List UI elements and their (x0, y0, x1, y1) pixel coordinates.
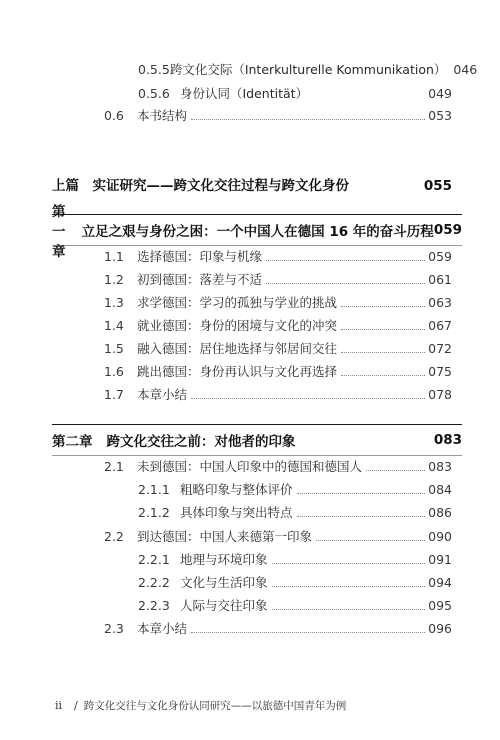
leader-dots (341, 351, 425, 353)
leader-dots (297, 515, 426, 517)
page-number: 059 (428, 249, 452, 264)
toc-entry[interactable] (104, 362, 452, 382)
toc-entry[interactable] (104, 270, 452, 290)
section-number: 2.1.1 (138, 482, 170, 497)
leader-dots (312, 97, 425, 98)
section-number: 1.1 (104, 249, 124, 264)
toc-entry[interactable] (104, 316, 452, 336)
page-number: 053 (428, 108, 452, 123)
page-footer (55, 698, 346, 713)
leader-dots (191, 631, 425, 633)
leader-dots (316, 539, 425, 541)
chapter-page-number: 083 (433, 432, 462, 448)
folio: ii (55, 699, 63, 712)
section-number: 0.5.6 (138, 86, 170, 101)
section-number: 2.2.1 (138, 552, 170, 567)
page-number: 049 (428, 86, 452, 101)
section-title: 本章小结 (137, 387, 188, 402)
section-number: 1.3 (104, 295, 124, 310)
section-title: 跳出德国：身份再认识与文化再选择 (137, 364, 338, 379)
leader-dots (191, 118, 425, 120)
page-number: 094 (428, 575, 452, 590)
section-number: 0.5.5 (138, 62, 170, 77)
leader-dots (272, 585, 426, 587)
part-heading[interactable] (52, 170, 452, 194)
section-number: 2.1.2 (138, 505, 170, 520)
section-number: 1.7 (104, 387, 124, 402)
page-number: 075 (428, 364, 452, 379)
section-number: 2.2 (104, 529, 124, 544)
footer-separator: / (74, 699, 78, 712)
page-number: 072 (428, 341, 452, 356)
section-title: 选择德国：印象与机缘 (137, 249, 263, 264)
section-number: 2.2.2 (138, 575, 170, 590)
section-title: 融入德国：居住地选择与邻居间交往 (137, 341, 338, 356)
section-title: 初到德国：落差与不适 (137, 272, 263, 287)
leader-dots (272, 608, 426, 610)
toc-entry[interactable] (104, 619, 452, 639)
leader-dots (297, 492, 426, 494)
section-title: 本章小结 (137, 621, 188, 636)
toc-entry[interactable] (104, 106, 452, 126)
leader-dots (272, 562, 426, 564)
leader-dots (266, 282, 425, 284)
section-number: 2.2.3 (138, 598, 170, 613)
leader-dots (191, 397, 425, 399)
section-number: 1.6 (104, 364, 124, 379)
section-number: 2.1 (104, 459, 124, 474)
section-number: 1.5 (104, 341, 124, 356)
chapter-label: 第一章 (52, 204, 66, 260)
page-number: 095 (428, 598, 452, 613)
chapter-page-number: 059 (433, 222, 462, 238)
chapter-label: 第二章 (52, 434, 93, 450)
leader-dots (266, 259, 425, 261)
section-title: 本书结构 (137, 108, 188, 123)
toc-entry[interactable] (138, 503, 452, 523)
section-number: 1.4 (104, 318, 124, 333)
toc-entry[interactable] (138, 84, 452, 104)
section-title: 文化与生活印象 (180, 575, 268, 590)
section-title: 具体印象与突出特点 (180, 505, 293, 520)
section-number: 1.2 (104, 272, 124, 287)
running-title: 跨文化交往与文化身份认同研究——以旅德中国青年为例 (83, 700, 347, 712)
section-title: 粗略印象与整体评价 (180, 482, 293, 497)
section-title: 身份认同（Identität） (180, 86, 309, 101)
part-page-number: 055 (423, 178, 452, 194)
toc-entry[interactable] (138, 573, 452, 593)
toc-entry[interactable] (104, 385, 452, 405)
section-title: 地理与环境印象 (180, 552, 268, 567)
toc-entry[interactable] (104, 457, 452, 477)
toc-entry[interactable] (138, 550, 452, 570)
chapter-heading[interactable] (52, 424, 462, 456)
chapter-title: 跨文化交往之前：对他者的印象 (106, 434, 296, 450)
page-number: 046 (453, 62, 478, 77)
toc-entry[interactable] (104, 247, 452, 267)
toc-entry[interactable] (104, 293, 452, 313)
section-title: 到达德国：中国人来德第一印象 (137, 529, 313, 544)
toc-entry[interactable] (104, 339, 452, 359)
page-number: 083 (428, 459, 452, 474)
page-number: 091 (428, 552, 452, 567)
page-number: 086 (428, 505, 452, 520)
section-number: 0.6 (104, 108, 124, 123)
chapter-title: 立足之艰与身份之困：一个中国人在德国 16 年的奋斗历程 (81, 224, 434, 240)
page-number: 067 (428, 318, 452, 333)
page-number: 096 (428, 621, 452, 636)
toc-entry[interactable] (138, 60, 478, 80)
leader-dots (366, 469, 425, 471)
page-number: 090 (428, 529, 452, 544)
page-number: 061 (428, 272, 452, 287)
section-title: 未到德国：中国人印象中的德国和德国人 (137, 459, 363, 474)
page-number: 063 (428, 295, 452, 310)
toc-entry[interactable] (104, 527, 452, 547)
section-number: 2.3 (104, 621, 124, 636)
leader-dots (341, 328, 425, 330)
toc-entry[interactable] (138, 596, 452, 616)
section-title: 跨文化交际（Interkulturelle Kommunikation） (169, 62, 447, 77)
page-number: 084 (428, 482, 452, 497)
section-title: 就业德国：身份的困境与文化的冲突 (137, 318, 338, 333)
section-title: 求学德国：学习的孤独与学业的挑战 (137, 295, 338, 310)
part-title: 上篇 实证研究——跨文化交往过程与跨文化身份 (52, 178, 349, 194)
section-title: 人际与交往印象 (180, 598, 268, 613)
leader-dots (341, 305, 425, 307)
page-number: 078 (428, 387, 452, 402)
toc-entry[interactable] (138, 480, 452, 500)
leader-dots (341, 374, 425, 376)
